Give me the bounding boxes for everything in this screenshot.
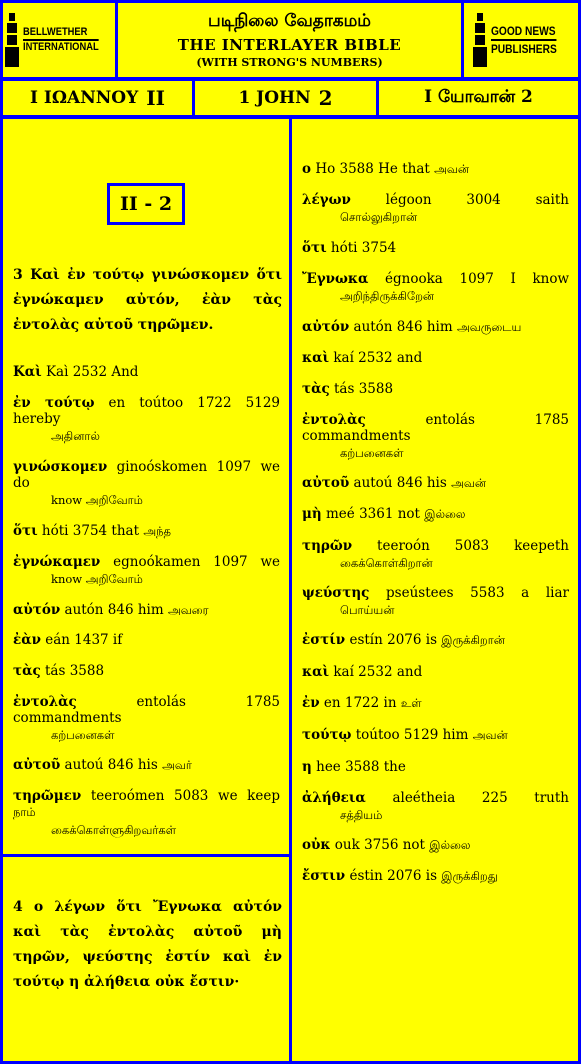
tamil-gloss-line: சொல்லுகிறான்	[340, 210, 418, 224]
verse3-word-list	[13, 364, 280, 839]
greek-word: Ἔγνωκα	[302, 271, 369, 287]
title-english: THE INTERLAYER BIBLE	[177, 36, 402, 54]
logo-left-line1: BELLWETHER	[23, 26, 99, 41]
word-entry	[13, 459, 280, 509]
book-english-number: 2	[318, 86, 333, 110]
transliteration-strongs-english: Kaì 2532 And	[45, 364, 139, 380]
book-greek-number: II	[146, 86, 165, 110]
word-entry	[302, 192, 569, 226]
logo-left-line2: INTERNATIONAL	[23, 41, 100, 53]
book-tamil-name: I யோவான் 2	[424, 87, 533, 107]
greek-word: τηρῶμεν	[13, 788, 82, 804]
logo-right-line1: GOOD NEWS	[491, 23, 557, 41]
transliteration-strongs-english: tás 3588	[45, 663, 105, 679]
greek-word: τὰς	[13, 663, 41, 679]
tamil-gloss: அவன்	[451, 476, 487, 490]
verse4-word-list	[302, 161, 569, 885]
word-entry	[302, 727, 569, 744]
word-entry	[302, 350, 569, 366]
word-entry	[302, 538, 569, 572]
word-entry	[13, 602, 280, 619]
transliteration-strongs-english: autón 846 him	[64, 602, 164, 618]
word-entry	[302, 632, 569, 649]
word-entry	[13, 788, 280, 839]
transliteration-strongs-english: ouk 3756 not	[334, 837, 425, 853]
greek-word: Καὶ	[13, 364, 42, 380]
tamil-gloss-line: know அறிவோம்	[51, 572, 143, 586]
book-english-name: 1 JOHN	[238, 88, 311, 108]
transliteration-strongs-english: eán 1437 if	[45, 632, 123, 648]
transliteration-strongs-english: teeroón 5083 keepeth	[377, 538, 569, 554]
transliteration-strongs-english: ginoóskomen 1097 we do	[13, 459, 280, 491]
transliteration-strongs-english: hóti 3754 that	[41, 523, 140, 539]
word-entry	[302, 475, 569, 492]
tamil-gloss: நாம்	[13, 805, 36, 819]
greek-word: ἐντολὰς	[302, 412, 366, 428]
tamil-gloss: இருக்கிறது	[441, 869, 498, 883]
word-entry	[302, 271, 569, 305]
word-entry	[302, 837, 569, 854]
greek-word: αὐτοῦ	[302, 475, 350, 491]
title-subtitle: (WITH STRONG'S NUMBERS)	[196, 56, 383, 69]
greek-word: ἐν	[302, 695, 320, 711]
title-block	[118, 3, 461, 77]
greek-word: ἐὰν	[13, 632, 41, 648]
tamil-gloss-line: அதினால்	[51, 429, 100, 443]
tamil-gloss: அவர்	[162, 758, 192, 772]
word-entry	[302, 868, 569, 885]
greek-word: οὐκ	[302, 837, 331, 853]
word-entry	[13, 364, 280, 380]
transliteration-strongs-english: aleétheia 225 truth	[392, 790, 569, 806]
tamil-gloss-line: சத்தியம்	[340, 808, 383, 822]
tamil-gloss-line: கற்பனைகள்	[340, 446, 404, 460]
greek-word: αὐτόν	[13, 602, 61, 618]
logo-right-line2: PUBLISHERS	[491, 42, 558, 56]
tamil-gloss-line: know அறிவோம்	[51, 493, 143, 507]
word-entry	[302, 759, 569, 775]
verse4-word-panel	[292, 119, 578, 1061]
greek-word: ἐν τούτῳ	[13, 395, 95, 411]
tamil-gloss: அவன்	[434, 162, 470, 176]
transliteration-strongs-english: hóti 3754	[330, 240, 397, 256]
greek-word: λέγων	[302, 192, 351, 208]
tamil-gloss: இல்லை	[424, 507, 466, 521]
tower-icon	[473, 13, 487, 67]
tamil-gloss: இல்லை	[429, 838, 471, 852]
book-title-tamil	[379, 81, 578, 115]
tamil-gloss: அவன்	[472, 728, 508, 742]
word-entry	[302, 506, 569, 523]
book-title-english	[195, 81, 376, 115]
greek-word: ἔστιν	[302, 868, 346, 884]
word-entry	[13, 554, 280, 588]
book-greek-name: I ΙΩΑΝΝΟΥ	[30, 88, 139, 108]
tamil-gloss: உள்	[400, 696, 422, 710]
word-entry	[302, 319, 569, 336]
transliteration-strongs-english: entolás 1785 commandments	[13, 694, 280, 726]
transliteration-strongs-english: autoú 846 his	[353, 475, 447, 491]
tamil-gloss: இருக்கிறான்	[441, 633, 505, 647]
word-entry	[302, 161, 569, 178]
word-entry	[302, 240, 569, 256]
transliteration-strongs-english: toútoo 5129 him	[355, 727, 469, 743]
greek-word: ὅτι	[13, 523, 38, 539]
greek-word: ἐντολὰς	[13, 694, 77, 710]
transliteration-strongs-english: éstin 2076 is	[349, 868, 437, 884]
transliteration-strongs-english: hee 3588 the	[316, 759, 406, 775]
greek-word: ἐγνώκαμεν	[13, 554, 101, 570]
word-entry	[302, 381, 569, 397]
greek-word: ὅτι	[302, 240, 327, 256]
transliteration-strongs-english: kaí 2532 and	[333, 664, 423, 680]
transliteration-strongs-english: teeroómen 5083 we keep	[90, 788, 280, 804]
word-entry	[13, 757, 280, 774]
greek-word: η	[302, 759, 312, 775]
transliteration-strongs-english: égnooka 1097 I know	[385, 271, 569, 287]
word-entry	[302, 790, 569, 824]
transliteration-strongs-english: légoon 3004 saith	[385, 192, 569, 208]
tamil-gloss-line: அறிந்திருக்கிறேன்	[340, 289, 435, 303]
greek-word: τὰς	[302, 381, 330, 397]
tamil-gloss: அவரை	[167, 603, 209, 617]
transliteration-strongs-english: estín 2076 is	[349, 632, 437, 648]
greek-word: καὶ	[302, 664, 330, 680]
good-news-logo	[464, 3, 578, 77]
title-tamil: படிநிலை வேதாகமம்	[208, 11, 371, 31]
tamil-gloss-line: பொய்யன்	[340, 603, 395, 617]
tamil-gloss: அந்த	[143, 524, 171, 538]
word-entry	[13, 523, 280, 540]
greek-word: ο	[302, 161, 312, 177]
word-entry	[302, 695, 569, 712]
tamil-gloss-line: கைக்கொள்கிறான்	[340, 556, 433, 570]
word-entry	[302, 585, 569, 619]
transliteration-strongs-english: Ho 3588 He that	[315, 161, 430, 177]
greek-word: ἐστίν	[302, 632, 346, 648]
transliteration-strongs-english: egnoókamen 1097 we	[113, 554, 280, 570]
tamil-gloss-line: கற்பனைகள்	[51, 728, 115, 742]
transliteration-strongs-english: en 1722 in	[323, 695, 397, 711]
word-entry	[13, 694, 280, 744]
verse4-text: 4 ο λέγων ὅτι Ἔγνωκα αὐτόν καὶ τὰς ἐντολὰς αὐτοῦ μὴ τηρῶν, ψεύστης ἐστίν καὶ ἐν τούτῳ η ἀλήθεια οὐκ ἔστιν·	[13, 899, 282, 990]
transliteration-strongs-english: entolás 1785 commandments	[302, 412, 569, 444]
tamil-gloss-line: கைக்கொள்ளுகிறவர்கள்	[51, 823, 177, 837]
verse4-panel	[3, 857, 289, 1061]
verse3-panel	[3, 119, 289, 854]
word-entry	[13, 663, 280, 679]
transliteration-strongs-english: tás 3588	[334, 381, 394, 397]
greek-word: καὶ	[302, 350, 330, 366]
verse3-text: 3 Καὶ ἐν τούτῳ γινώσκομεν ὅτι ἐγνώκαμεν αὐτόν, ἐὰν τὰς ἐντολὰς αὐτοῦ τηρῶμεν.	[13, 267, 282, 333]
bellwether-logo	[3, 3, 115, 77]
book-title-greek	[3, 81, 192, 115]
transliteration-strongs-english: pseústees 5583 a liar	[386, 585, 569, 601]
transliteration-strongs-english: autón 846 him	[353, 319, 453, 335]
chapter-badge: II - 2	[107, 183, 185, 225]
bell-tower-icon	[5, 13, 19, 67]
transliteration-strongs-english: kaí 2532 and	[333, 350, 423, 366]
transliteration-strongs-english: autoú 846 his	[64, 757, 158, 773]
greek-word: τηρῶν	[302, 538, 353, 554]
word-entry	[302, 412, 569, 462]
greek-word: γινώσκομεν	[13, 459, 108, 475]
greek-word: ψεύστης	[302, 585, 370, 601]
greek-word: ἀλήθεια	[302, 790, 366, 806]
transliteration-strongs-english: meé 3361 not	[326, 506, 420, 522]
greek-word: αὐτόν	[302, 319, 350, 335]
greek-word: μὴ	[302, 506, 322, 522]
greek-word: τούτῳ	[302, 727, 352, 743]
word-entry	[302, 664, 569, 680]
word-entry	[13, 395, 280, 445]
greek-word: αὐτοῦ	[13, 757, 61, 773]
transliteration-strongs-english: en toútoo 1722 5129 hereby	[13, 395, 280, 427]
tamil-gloss: அவருடைய	[456, 320, 522, 334]
word-entry	[13, 632, 280, 648]
